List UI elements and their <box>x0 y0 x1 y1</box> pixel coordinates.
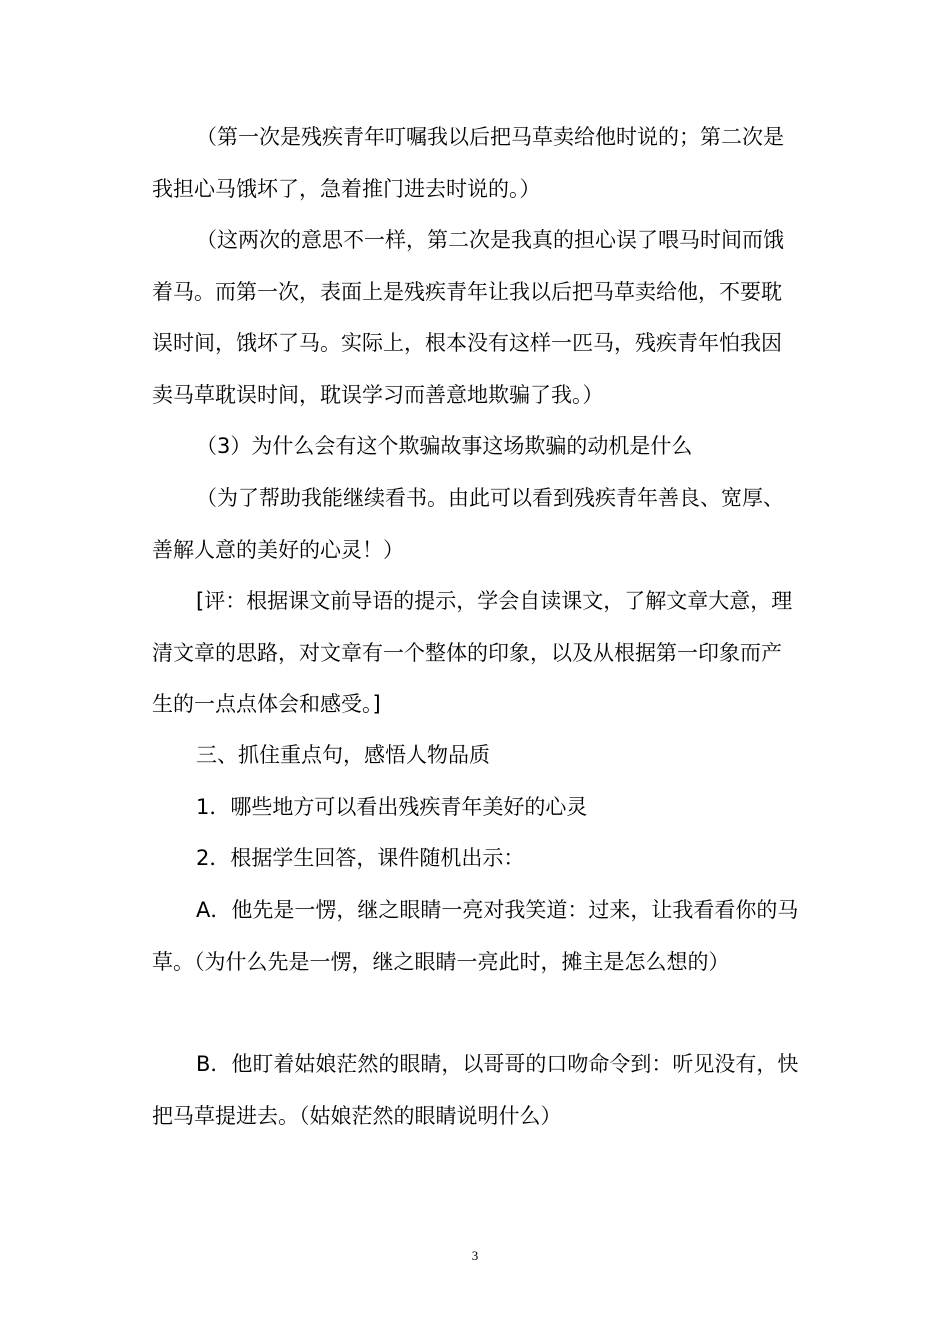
list-item-1: 1．哪些地方可以看出残疾青年美好的心灵 <box>196 795 588 819</box>
section-heading-3: 三、抓住重点句，感悟人物品质 <box>196 743 490 767</box>
quote-a: A．他先是一愣，继之眼睛一亮对我笑道：过来，让我看看你的马草。（为什么先是一愣，继之眼睛一亮此时，摊主是怎么想的） <box>152 898 799 974</box>
paragraph-question-3: （3）为什么会有这个欺骗故事这场欺骗的动机是什么 <box>196 434 693 458</box>
paragraph-comment: [评：根据课文前导语的提示，学会自读课文，了解文章大意，理清文章的思路，对文章有一个整体的印象，以及从根据第一印象而产生的一点点体会和感受。] <box>152 589 793 716</box>
list-item-2: 2．根据学生回答，课件随机出示： <box>196 846 525 870</box>
page-number: 3 <box>471 1248 479 1263</box>
paragraph-first-second-time: （第一次是残疾青年叮嘱我以后把马草卖给他时说的；第二次是我担心马饿坏了，急着推门进去时说的。） <box>152 125 784 201</box>
paragraph-answer-3: （为了帮助我能继续看书。由此可以看到残疾青年善良、宽厚、善解人意的美好的心灵！） <box>152 486 784 562</box>
paragraph-two-meanings: （这两次的意思不一样，第二次是我真的担心误了喂马时间而饿着马。而第一次，表面上是残疾青年让我以后把马草卖给他，不要耽误时间，饿坏了马。实际上，根本没有这样一匹马，残疾青年怕我因卖马草耽误时间，耽误学习而善意地欺骗了我。） <box>152 228 784 407</box>
quote-b: B．他盯着姑娘茫然的眼睛，以哥哥的口吻命令到：听见没有，快把马草提进去。（姑娘茫然的眼睛说明什么） <box>152 1052 799 1128</box>
